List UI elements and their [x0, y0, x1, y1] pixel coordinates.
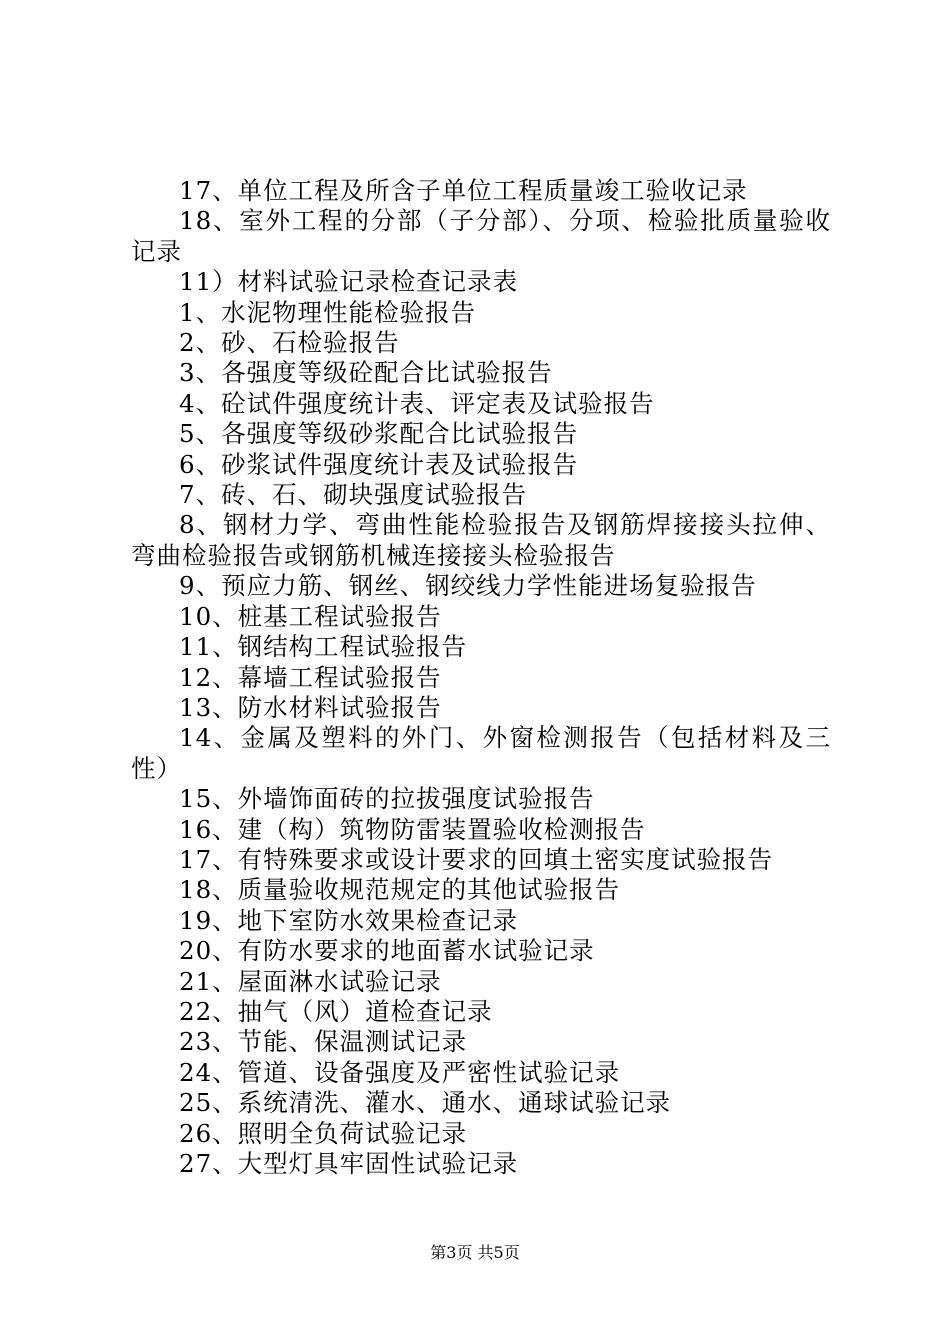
list-item: 3、各强度等级砼配合比试验报告: [179, 358, 553, 388]
list-item: 20、有防水要求的地面蓄水试验记录: [179, 936, 595, 966]
list-item: 17、有特殊要求或设计要求的回填土密实度试验报告: [179, 844, 774, 874]
list-item: 2、砂、石检验报告: [179, 328, 400, 358]
list-item: 13、防水材料试验报告: [179, 692, 442, 722]
list-item: 1、水泥物理性能检验报告: [179, 297, 477, 327]
list-item: 24、管道、设备强度及严密性试验记录: [179, 1057, 621, 1087]
list-item: 8、钢材力学、弯曲性能检验报告及钢筋焊接接头拉伸、弯曲检验报告或钢筋机械连接接头检验报告: [131, 510, 831, 570]
paragraph-line: 18、室外工程的分部（子分部）、分项、检验批质量验收记录: [131, 206, 831, 266]
list-item: 7、砖、石、砌块强度试验报告: [179, 480, 528, 510]
list-item: 26、照明全负荷试验记录: [179, 1118, 468, 1148]
section-heading: 11）材料试验记录检查记录表: [179, 267, 519, 297]
list-item: 6、砂浆试件强度统计表及试验报告: [179, 449, 579, 479]
list-item: 15、外墙饰面砖的拉拔强度试验报告: [179, 784, 595, 814]
list-item: 19、地下室防水效果检查记录: [179, 905, 519, 935]
list-item: 9、预应力筋、钢丝、钢绞线力学性能进场复验报告: [179, 571, 757, 601]
list-item: 23、节能、保温测试记录: [179, 1027, 468, 1057]
list-item: 12、幕墙工程试验报告: [179, 662, 442, 692]
list-item: 21、屋面淋水试验记录: [179, 966, 442, 996]
paragraph-line: 17、单位工程及所含子单位工程质量竣工验收记录: [179, 176, 748, 205]
list-item: 4、砼试件强度统计表、评定表及试验报告: [179, 388, 655, 418]
list-item: 22、抽气（风）道检查记录: [179, 996, 493, 1026]
list-item: 18、质量验收规范规定的其他试验报告: [179, 875, 621, 905]
list-item: 10、桩基工程试验报告: [179, 601, 442, 631]
list-item: 5、各强度等级砂浆配合比试验报告: [179, 419, 579, 449]
page-footer: 第3页 共5页: [430, 1243, 520, 1262]
list-item: 11、钢结构工程试验报告: [179, 632, 468, 662]
list-item: 25、系统清洗、灌水、通水、通球试验记录: [179, 1088, 672, 1118]
list-item: 27、大型灯具牢固性试验记录: [179, 1149, 519, 1178]
list-item: 14、金属及塑料的外门、外窗检测报告（包括材料及三性）: [131, 723, 831, 783]
list-item: 16、建（构）筑物防雷装置验收检测报告: [179, 814, 646, 844]
document-body: [131, 176, 831, 1179]
